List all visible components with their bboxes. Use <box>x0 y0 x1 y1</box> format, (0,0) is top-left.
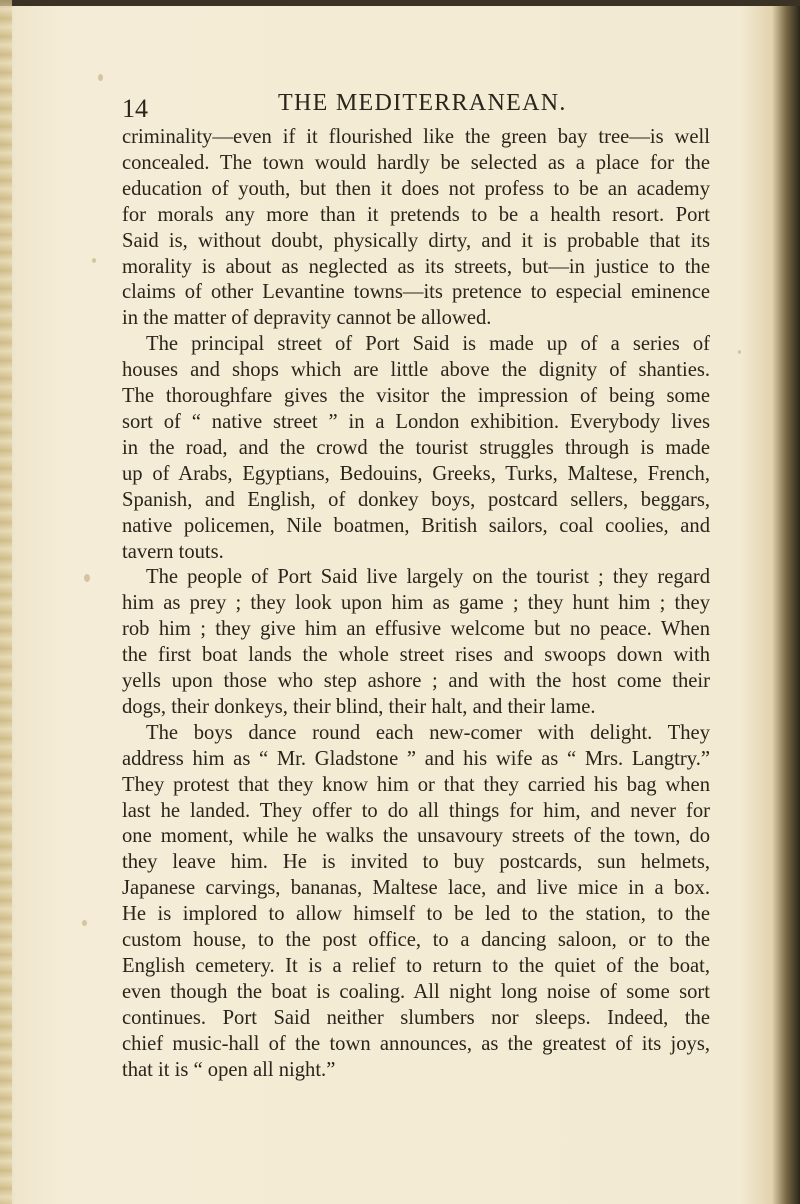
text-line: rob him ; they give him an effusive welcome but no peace. When <box>122 618 710 641</box>
text-line: yells upon those who step ashore ; and with the host come their <box>122 670 710 693</box>
paragraph <box>122 565 710 720</box>
paragraph <box>122 332 710 565</box>
paper-speck <box>82 920 87 926</box>
text-line: dogs, their donkeys, their blind, their halt, and their lame. <box>122 695 596 718</box>
paper-speck <box>84 574 90 582</box>
paragraph <box>122 721 710 1084</box>
text-line: one moment, while he walks the unsavoury streets of the town, do <box>122 825 710 848</box>
text-line: sort of “ native street ” in a London exhibition. Everybody lives <box>122 410 710 433</box>
text-line: Japanese carvings, bananas, Maltese lace, and live mice in a box. <box>122 877 710 900</box>
text-line: English cemetery. It is a relief to return to the quiet of the boat, <box>122 955 710 977</box>
text-line: for morals any more than it pretends to be a health resort. Port <box>122 203 710 226</box>
text-line: The thoroughfare gives the visitor the impression of being some <box>122 385 710 408</box>
text-line: They protest that they know him or that they carried his bag when <box>122 773 710 796</box>
text-line: address him as “ Mr. Gladstone ” and his wife as “ Mrs. Langtry.” <box>122 747 710 770</box>
text-line: The boys dance round each new-comer with delight. They <box>146 721 710 744</box>
text-line: continues. Port Said neither slumbers nor sleeps. Indeed, the <box>122 1006 710 1029</box>
text-line: claims of other Levantine towns—its pretence to especial eminence <box>122 281 710 304</box>
text-line: native policemen, Nile boatmen, British sailors, coal coolies, and <box>122 514 710 537</box>
text-line: in the road, and the crowd the tourist struggles through is made <box>122 436 710 459</box>
text-line: education of youth, but then it does not profess to be an academy <box>122 177 710 200</box>
text-line: up of Arabs, Egyptians, Bedouins, Greeks, Turks, Maltese, French, <box>122 462 710 485</box>
text-line: chief music-hall of the town announces, as the greatest of its joys, <box>122 1032 710 1055</box>
text-line: the first boat lands the whole street rises and swoops down with <box>122 644 710 667</box>
text-line: they leave him. He is invited to buy postcards, sun helmets, <box>122 851 710 874</box>
text-line: The principal street of Port Said is made up of a series of <box>146 333 710 356</box>
paper-speck <box>738 350 741 354</box>
body-text <box>122 125 710 1084</box>
paragraph <box>122 125 710 332</box>
text-line: tavern touts. <box>122 540 224 563</box>
text-line: criminality—even if it flourished like the green bay tree—is well <box>122 126 710 148</box>
text-line: last he landed. They offer to do all things for him, and never for <box>122 799 710 822</box>
running-title: THE MEDITERRANEAN. <box>278 90 567 116</box>
text-line: that it is “ open all night.” <box>122 1058 336 1081</box>
running-head <box>0 84 800 124</box>
text-line: concealed. The town would hardly be selected as a place for the <box>122 151 710 174</box>
text-line: custom house, to the post office, to a dancing saloon, or to the <box>122 929 710 952</box>
text-line: houses and shops which are little above the dignity of shanties. <box>122 359 710 382</box>
text-line: in the matter of depravity cannot be allowed. <box>122 307 492 330</box>
paper-speck <box>98 74 103 81</box>
text-line: He is implored to allow himself to be led to the station, to the <box>122 903 710 926</box>
text-line: Said is, without doubt, physically dirty, and it is probable that its <box>122 229 710 252</box>
page-number: 14 <box>122 94 148 123</box>
text-line: Spanish, and English, of donkey boys, postcard sellers, beggars, <box>122 488 710 511</box>
text-line: morality is about as neglected as its streets, but—in justice to the <box>122 255 710 278</box>
text-line: The people of Port Said live largely on the tourist ; they regard <box>146 566 710 589</box>
text-line: even though the boat is coaling. All night long noise of some sort <box>122 980 710 1003</box>
text-line: him as prey ; they look upon him as game ; they hunt him ; they <box>122 592 710 615</box>
page-edge <box>0 0 12 1204</box>
paper-speck <box>92 258 96 263</box>
